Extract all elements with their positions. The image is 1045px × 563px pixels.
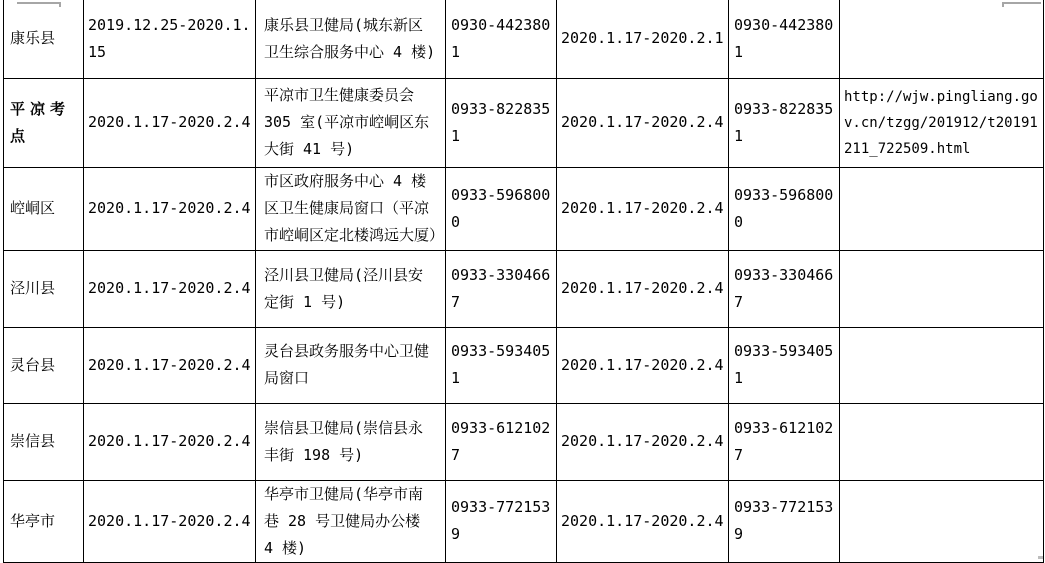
exam-point-name-cell [4,78,84,167]
registration-period-1: 2020.1.17-2020.2.4 [88,432,251,450]
phone-1: 0933-5934051 [451,342,551,387]
registration-address: 市区政府服务中心 4 楼区卫生健康局窗口（平凉市崆峒区定北楼鸿远大厦） [264,172,445,244]
registration-period-1: 2020.1.17-2020.2.4 [88,355,251,374]
phone-1-cell [446,78,557,167]
registration-address-cell [256,78,446,167]
registration-period-2-cell [557,327,729,403]
phone-2-cell [729,167,840,250]
district-name: 泾川县 [10,279,56,297]
phone-2: 0933-5968000 [734,185,834,231]
phone-1: 0933-5968000 [451,185,551,231]
registration-period-2: 2020.1.17-2020.2.4 [561,279,724,297]
phone-2-cell [729,403,840,480]
registration-period-1: 2020.1.17-2020.2.4 [88,113,251,131]
table-row [4,167,1044,250]
phone-2-cell [729,0,840,78]
phone-1-cell [446,0,557,78]
registration-period-1: 2020.1.17-2020.2.4 [88,279,251,297]
registration-address-cell [256,0,446,78]
registration-period-2: 2020.1.17-2020.2.4 [561,199,724,217]
phone-1-cell [446,327,557,403]
registration-address-cell [256,327,446,403]
district-name: 康乐县 [10,29,56,48]
phone-2: 0933-8228351 [734,99,834,145]
registration-period-2-cell [557,250,729,327]
registration-address: 平凉市卫生健康委员会 305 室(平凉市崆峒区东大街 41 号) [264,86,430,158]
registration-period-2-cell [557,403,729,480]
district-name-cell [4,0,84,78]
phone-2-cell [729,250,840,327]
registration-period-1-cell [84,167,256,250]
phone-1: 0930-4423801 [451,15,551,61]
district-name-cell [4,403,84,480]
notice-url-cell [840,78,1044,167]
phone-1-cell [446,403,557,480]
district-name: 华亭市 [10,511,56,530]
registration-table-wrapper [3,0,1044,563]
registration-address: 崇信县卫健局(崇信县永丰街 198 号) [264,418,424,464]
registration-period-2-cell [557,78,729,167]
phone-1: 0933-7721539 [451,498,551,543]
phone-2: 0933-7721539 [734,498,834,543]
district-name: 崇信县 [10,432,56,450]
registration-period-2: 2020.1.17-2020.2.4 [561,432,724,450]
table-row [4,0,1044,78]
table-row [4,480,1044,562]
phone-2-cell [729,327,840,403]
phone-2-cell [729,78,840,167]
registration-period-1-cell [84,250,256,327]
notice-url: http://wjw.pingliang.gov.cn/tzgg/201912/t20191211_722509.html [844,88,1038,157]
registration-period-2: 2020.1.17-2020.2.1 [561,29,724,48]
registration-address: 灵台县政务服务中心卫健局窗口 [264,342,430,387]
registration-period-1-cell [84,78,256,167]
registration-points-table [3,0,1044,563]
table-row [4,78,1044,167]
phone-2: 0933-5934051 [734,342,834,387]
registration-period-2-cell [557,480,729,562]
district-name-cell [4,480,84,562]
phone-2-cell [729,480,840,562]
district-name-cell [4,327,84,403]
registration-period-1-cell [84,480,256,562]
registration-address-cell [256,480,446,562]
registration-period-1: 2019.12.25-2020.1.15 [88,15,251,61]
phone-1: 0933-3304667 [451,265,551,311]
registration-period-1-cell [84,327,256,403]
table-row [4,327,1044,403]
phone-1: 0933-8228351 [451,99,551,145]
notice-url-cell [840,403,1044,480]
registration-period-1-cell [84,403,256,480]
registration-address-cell [256,403,446,480]
phone-2: 0933-6121027 [734,418,834,464]
phone-1-cell [446,480,557,562]
notice-url-cell [840,250,1044,327]
registration-address-cell [256,250,446,327]
registration-address-cell [256,167,446,250]
registration-period-2: 2020.1.17-2020.2.4 [561,511,724,530]
registration-period-1: 2020.1.17-2020.2.4 [88,199,251,217]
notice-url-cell [840,480,1044,562]
district-name: 灵台县 [10,355,56,374]
phone-1-cell [446,167,557,250]
district-name-cell [4,250,84,327]
notice-url-cell [840,0,1044,78]
registration-address: 华亭市卫健局(华亭市南巷 28 号卫健局办公楼 4 楼) [264,484,424,557]
phone-1: 0933-6121027 [451,418,551,464]
district-name-cell [4,167,84,250]
phone-1-cell [446,250,557,327]
table-row [4,403,1044,480]
registration-period-1-cell [84,0,256,78]
registration-address: 康乐县卫健局(城东新区卫生综合服务中心 4 楼) [264,15,436,61]
phone-2: 0933-3304667 [734,265,834,311]
registration-period-2: 2020.1.17-2020.2.4 [561,355,724,374]
registration-period-1: 2020.1.17-2020.2.4 [88,511,251,530]
table-row [4,250,1044,327]
phone-2: 0930-4423801 [734,15,834,61]
notice-url-cell [840,327,1044,403]
registration-period-2-cell [557,0,729,78]
registration-period-2-cell [557,167,729,250]
registration-address: 泾川县卫健局(泾川县安定街 1 号) [264,265,424,311]
exam-point-name: 平凉考点 [10,99,71,145]
notice-url-cell [840,167,1044,250]
registration-period-2: 2020.1.17-2020.2.4 [561,113,724,131]
district-name: 崆峒区 [10,199,56,217]
